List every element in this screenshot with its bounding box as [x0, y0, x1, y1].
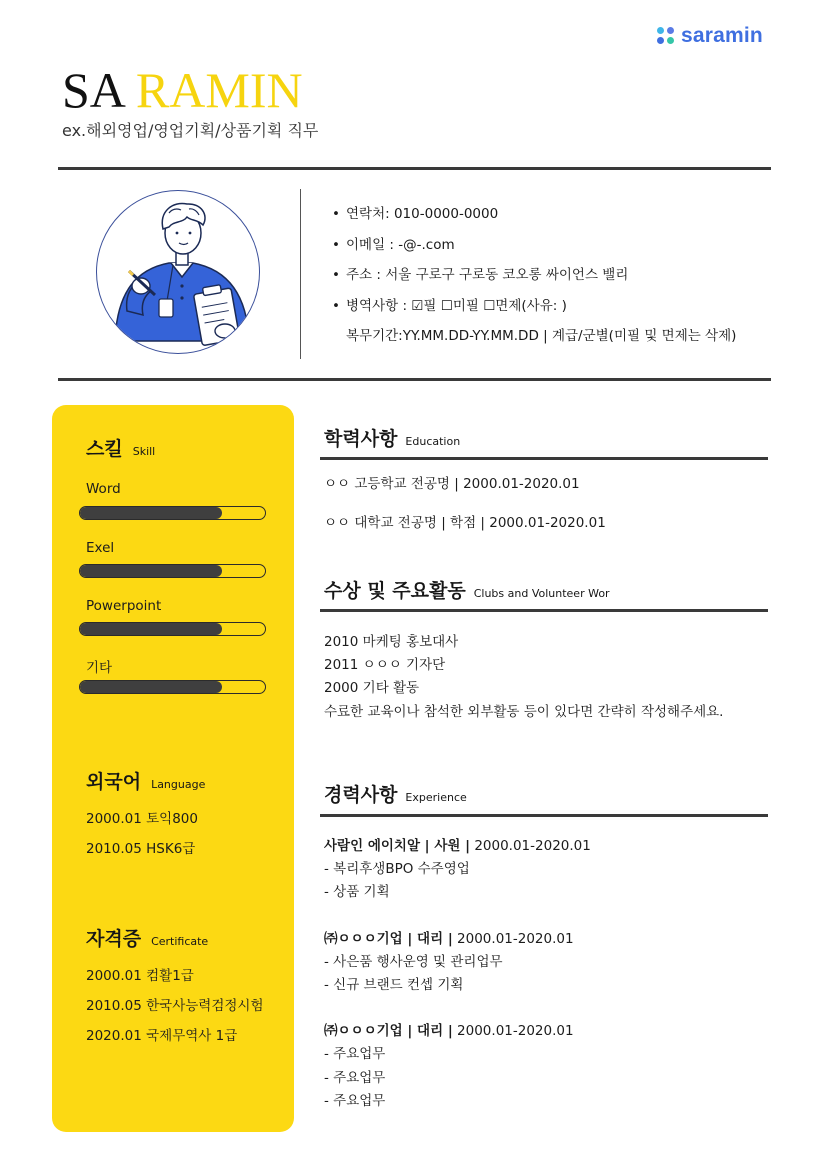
profile-photo: [96, 190, 260, 354]
experience-divider: [320, 814, 768, 817]
job-header: ㈜ㅇㅇㅇ기업 | 대리 | 2000.01-2020.01: [324, 1023, 574, 1039]
contact-info: [332, 199, 736, 352]
saramin-logo: [657, 24, 763, 48]
language-title: 외국어 Language: [86, 771, 206, 793]
language-item: 2010.05 HSK6급: [86, 841, 196, 857]
person-illustration-icon: [97, 191, 259, 353]
logo-text: saramin: [681, 24, 763, 47]
activities-title: 수상 및 주요활동 Clubs and Volunteer Wor: [324, 580, 610, 602]
skill-bar: [79, 506, 266, 520]
job-duty: - 주요업무: [324, 1093, 386, 1109]
applicant-name: [62, 60, 303, 120]
education-divider: [320, 457, 768, 460]
job-duty: - 복리후생BPO 수주영업: [324, 861, 470, 877]
skill-bar: [79, 622, 266, 636]
skill-bar-fill: [80, 623, 222, 635]
contact-military-period: 복무기간:YY.MM.DD-YY.MM.DD | 계급/군별(미필 및 면제는 삭제): [346, 328, 737, 344]
skill-bar-fill: [80, 681, 222, 693]
header-divider: [58, 167, 771, 170]
education-item: ㅇㅇ 대학교 전공명 | 학점 | 2000.01-2020.01: [324, 515, 606, 531]
skill-label: 기타: [86, 660, 113, 676]
certificate-item: 2000.01 컴활1급: [86, 968, 194, 984]
profile-divider: [58, 378, 771, 381]
job-header: 사람인 에이치알 | 사원 | 2000.01-2020.01: [324, 838, 591, 854]
contact-divider: [300, 189, 301, 359]
skill-bar: [79, 680, 266, 694]
skill-bar: [79, 564, 266, 578]
skills-title: 스킬 Skill: [86, 438, 156, 460]
name-first: SA: [62, 62, 126, 118]
skill-label: Word: [86, 481, 121, 497]
education-title: 학력사항 Education: [324, 428, 461, 450]
education-item: ㅇㅇ 고등학교 전공명 | 2000.01-2020.01: [324, 476, 580, 492]
skill-bar-fill: [80, 507, 222, 519]
certificate-item: 2020.01 국제무역사 1급: [86, 1028, 238, 1044]
activity-item: 2011 ㅇㅇㅇ 기자단: [324, 657, 446, 673]
job-duty: - 사은품 행사운영 및 관리업무: [324, 954, 503, 970]
job-duty: - 상품 기획: [324, 884, 390, 900]
job-duty: - 주요업무: [324, 1070, 386, 1086]
language-item: 2000.01 토익800: [86, 811, 198, 827]
contact-address: • 주소 : 서울 구로구 구로동 코오롱 싸이언스 밸리: [332, 267, 629, 283]
contact-military: • 병역사항 : ☑필 ☐미필 ☐면제(사유: ): [332, 297, 567, 314]
activity-item: 수료한 교육이나 참석한 외부활동 등이 있다면 간략히 작성해주세요.: [324, 704, 724, 720]
activity-item: 2000 기타 활동: [324, 680, 420, 696]
job-duty: - 신규 브랜드 컨셉 기획: [324, 977, 464, 993]
job-title: ex.해외영업/영업기획/상품기획 직무: [62, 121, 319, 140]
experience-title: 경력사항 Experience: [324, 784, 467, 806]
job-header: ㈜ㅇㅇㅇ기업 | 대리 | 2000.01-2020.01: [324, 931, 574, 947]
name-last: RAMIN: [135, 62, 303, 118]
contact-email: • 이메일 : -@-.com: [332, 236, 455, 253]
activity-item: 2010 마케팅 홍보대사: [324, 634, 459, 650]
contact-phone: • 연락처: 010-0000-0000: [332, 206, 499, 222]
certificate-title: 자격증 Certificate: [86, 928, 209, 950]
activities-divider: [320, 609, 768, 612]
skill-bar-fill: [80, 565, 222, 577]
logo-dots-icon: [657, 27, 675, 45]
job-duty: - 주요업무: [324, 1046, 386, 1062]
skill-label: Exel: [86, 540, 115, 556]
skill-label: Powerpoint: [86, 598, 162, 614]
certificate-item: 2010.05 한국사능력검정시험: [86, 998, 264, 1014]
